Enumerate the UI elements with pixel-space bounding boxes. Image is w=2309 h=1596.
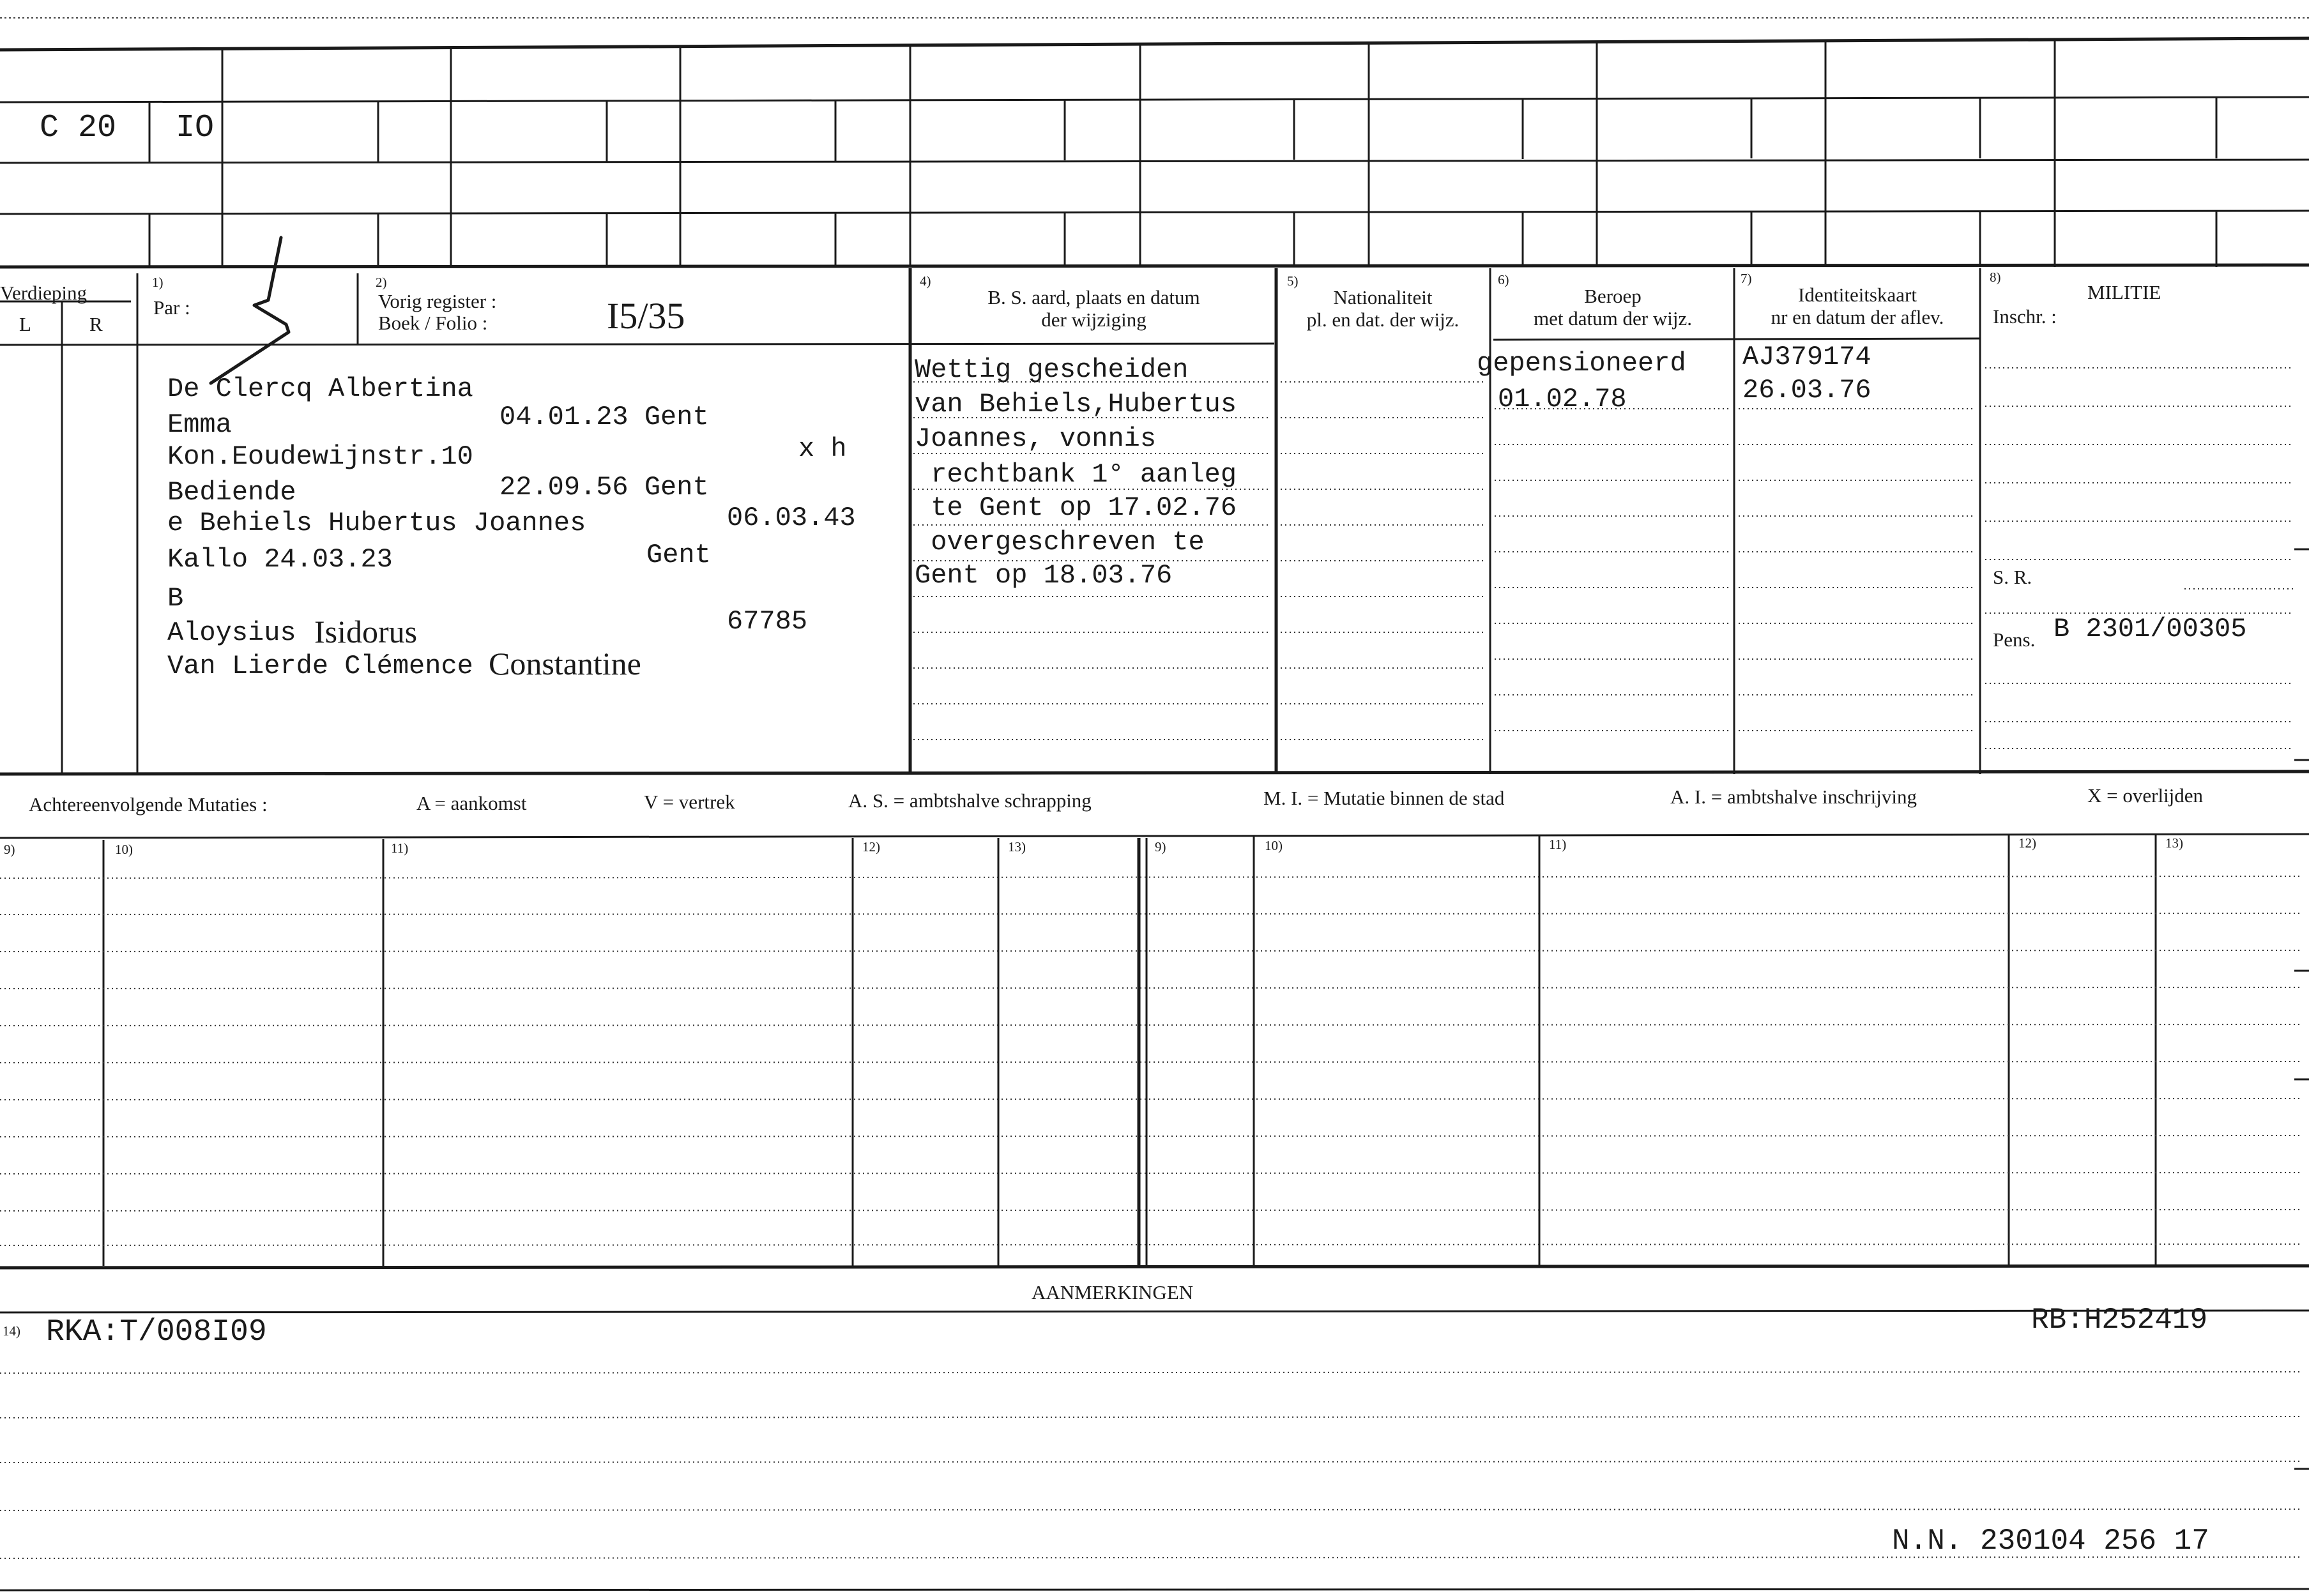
militie-title: MILITIE xyxy=(2087,281,2161,303)
legend-item: A. I. = ambtshalve inschrijving xyxy=(1670,786,1917,808)
remarks-rb: RB:H252419 xyxy=(2031,1303,2208,1337)
register-code: C 20 xyxy=(40,110,117,146)
bs-entry-line: te Gent op 17.02.76 xyxy=(915,492,1237,523)
militie-pens-label: Pens. xyxy=(1993,628,2036,651)
remarks-number: 14) xyxy=(3,1323,20,1339)
identity-card-date: 26.03.76 xyxy=(1742,375,1871,406)
identity-card-number: AJ379174 xyxy=(1742,342,1871,372)
person-spouse: e Behiels Hubertus Joannes xyxy=(167,508,586,538)
remarks-national-number: N.N. 230104 256 17 xyxy=(1892,1524,2209,1558)
boek-folio-value: I5/35 xyxy=(607,295,685,337)
par-number: 1) xyxy=(152,275,164,290)
person-father-handwritten: Isidorus xyxy=(314,614,418,650)
bs-entry-line: Wettig gescheiden xyxy=(915,354,1189,385)
person-name-line1: De Clercq Albertina xyxy=(167,374,473,404)
militie-number: 8) xyxy=(1990,270,2001,285)
person-spouse-place: Gent xyxy=(646,540,711,570)
bs-entry-line: Joannes, vonnis xyxy=(915,423,1157,454)
person-date2: 22.09.56 Gent xyxy=(499,472,709,503)
vorig-number: 2) xyxy=(376,275,387,290)
person-mark: x h xyxy=(798,434,847,464)
bs-number: 4) xyxy=(920,273,931,289)
person-mother-typed: Van Lierde Clémence xyxy=(167,651,473,681)
beroep-header-line1: Beroep xyxy=(1584,285,1642,307)
nationaliteit-header-line2: pl. en dat. der wijz. xyxy=(1306,308,1459,331)
person-father-typed: Aloysius xyxy=(167,618,296,648)
mutations-col-number: 11) xyxy=(1549,837,1567,852)
person-birth: 04.01.23 Gent xyxy=(499,402,709,432)
militie-inschr-label: Inschr. : xyxy=(1993,305,2057,328)
bs-header-line1: B. S. aard, plaats en datum xyxy=(987,286,1200,308)
nationaliteit-number: 5) xyxy=(1287,273,1299,289)
verdieping-label: Verdieping xyxy=(0,282,88,304)
register-number: IO xyxy=(176,110,215,146)
bs-entry-line: van Behiels,Hubertus xyxy=(915,389,1237,420)
mutations-col-number: 12) xyxy=(862,839,880,855)
person-b-mark: B xyxy=(167,583,184,614)
mutations-col-number: 12) xyxy=(2018,835,2036,851)
person-spouse-date: 06.03.43 xyxy=(727,503,856,533)
person-occupation: Bediende xyxy=(167,477,296,508)
par-label: Par : xyxy=(153,296,190,319)
mutations-col-number: 10) xyxy=(1265,838,1283,853)
vorig-register-label: Vorig register : xyxy=(378,290,497,312)
bs-header-line2: der wijziging xyxy=(1041,308,1147,331)
militie-pens-value: B 2301/00305 xyxy=(2054,614,2247,644)
mutations-col-number: 9) xyxy=(4,842,15,857)
legend-item: X = overlijden xyxy=(2087,784,2204,807)
mutations-col-number: 11) xyxy=(391,840,409,856)
person-address: Kon.Eoudewijnstr.10 xyxy=(167,441,473,472)
verdieping-r: R xyxy=(89,313,103,335)
beroep-date: 01.02.78 xyxy=(1498,384,1627,414)
mutations-col-number: 13) xyxy=(2165,835,2183,851)
beroep-entry: gepensioneerd xyxy=(1477,348,1686,379)
person-number: 67785 xyxy=(727,606,808,637)
person-name-line2: Emma xyxy=(167,409,232,440)
nationaliteit-header-line1: Nationaliteit xyxy=(1333,286,1433,308)
remarks-title: AANMERKINGEN xyxy=(1032,1281,1194,1303)
bs-entry-line: Gent op 18.03.76 xyxy=(915,560,1173,591)
bs-entry-line: overgeschreven te xyxy=(915,527,1205,558)
beroep-header-line2: met datum der wijz. xyxy=(1534,307,1692,330)
beroep-number: 6) xyxy=(1498,272,1509,287)
mutations-col-number: 13) xyxy=(1008,839,1026,855)
legend-item: M. I. = Mutatie binnen de stad xyxy=(1263,787,1505,809)
identiteit-header-line2: nr en datum der aflev. xyxy=(1771,306,1944,328)
legend-item: A. S. = ambtshalve schrapping xyxy=(848,789,1092,812)
remarks-rka: RKA:T/008I09 xyxy=(46,1315,267,1349)
verdieping-l: L xyxy=(19,313,31,335)
person-mother-handwritten: Constantine xyxy=(489,646,641,681)
identiteit-header-line1: Identiteitskaart xyxy=(1798,284,1917,306)
mutations-col-number: 9) xyxy=(1155,839,1166,855)
legend-title: Achtereenvolgende Mutaties : xyxy=(29,793,268,816)
legend-item: V = vertrek xyxy=(644,791,735,813)
legend-item: A = aankomst xyxy=(416,792,527,814)
person-spouse-birth: Kallo 24.03.23 xyxy=(167,544,393,575)
boek-folio-label: Boek / Folio : xyxy=(378,312,488,334)
bs-entry-line: rechtbank 1° aanleg xyxy=(915,459,1237,490)
identiteit-number: 7) xyxy=(1741,271,1752,286)
mutations-col-number: 10) xyxy=(115,842,133,857)
militie-sr-label: S. R. xyxy=(1993,566,2032,588)
